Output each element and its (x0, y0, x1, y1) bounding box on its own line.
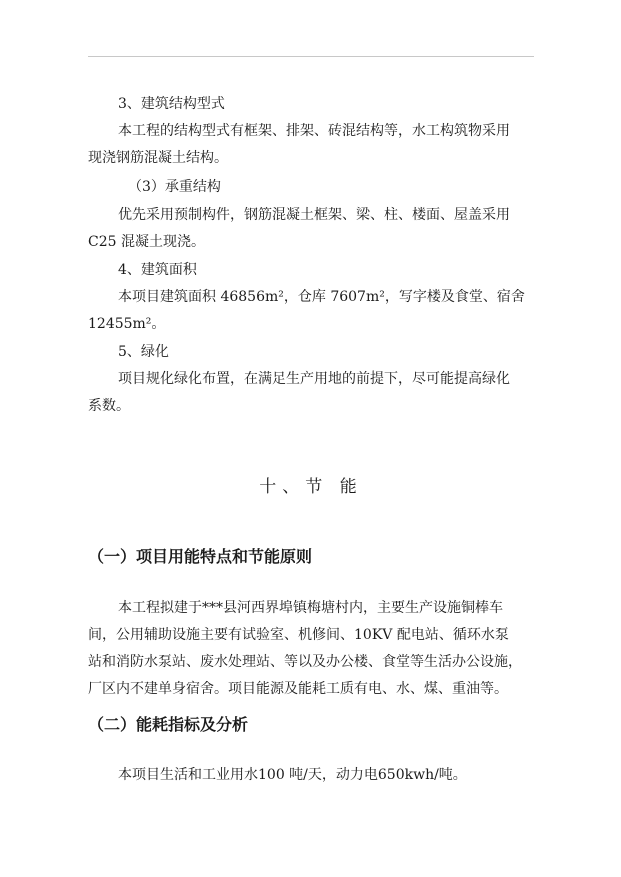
paragraph-line: 本项目建筑面积 46856m²，仓库 7607m²，写字楼及食堂、宿舍 (118, 289, 525, 305)
chapter-title: 十、节 能 (259, 477, 363, 497)
section-title-energy-indicators: （二）能耗指标及分析 (88, 715, 249, 734)
paragraph-line: 现浇钢筋混凝土结构。 (88, 150, 228, 166)
heading-load-bearing: （3）承重结构 (128, 179, 221, 195)
header-rule (88, 56, 534, 57)
paragraph-line: 系数。 (88, 398, 130, 414)
paragraph-line: 本项目生活和工业用水100 吨/天，动力电650kwh/吨。 (118, 767, 467, 783)
heading-building-area: 4、建筑面积 (118, 262, 197, 278)
section-title-energy-principles: （一）项目用能特点和节能原则 (88, 547, 313, 566)
heading-building-structure: 3、建筑结构型式 (118, 96, 225, 112)
paragraph-line: 站和消防水泵站、废水处理站、等以及办公楼、食堂等生活办公设施， (88, 654, 522, 670)
paragraph-line: 优先采用预制构件，钢筋混凝土框架、梁、柱、楼面、屋盖采用 (118, 207, 510, 223)
paragraph-line: 间，公用辅助设施主要有试验室、机修间、10KV 配电站、循环水泵 (88, 627, 509, 643)
paragraph-line: 本工程拟建于***县河西界埠镇梅塘村内，主要生产设施铜棒车 (118, 600, 503, 616)
paragraph-line: 本工程的结构型式有框架、排架、砖混结构等，水工构筑物采用 (118, 123, 510, 139)
paragraph-line: 项目规化绿化布置，在满足生产用地的前提下，尽可能提高绿化 (118, 371, 510, 387)
paragraph-line: 12455m²。 (88, 316, 166, 332)
heading-greening: 5、绿化 (118, 344, 169, 360)
paragraph-line: 厂区内不建单身宿舍。项目能源及能耗工质有电、水、煤、重油等。 (88, 681, 508, 697)
paragraph-line: C25 混凝土现浇。 (88, 234, 205, 250)
